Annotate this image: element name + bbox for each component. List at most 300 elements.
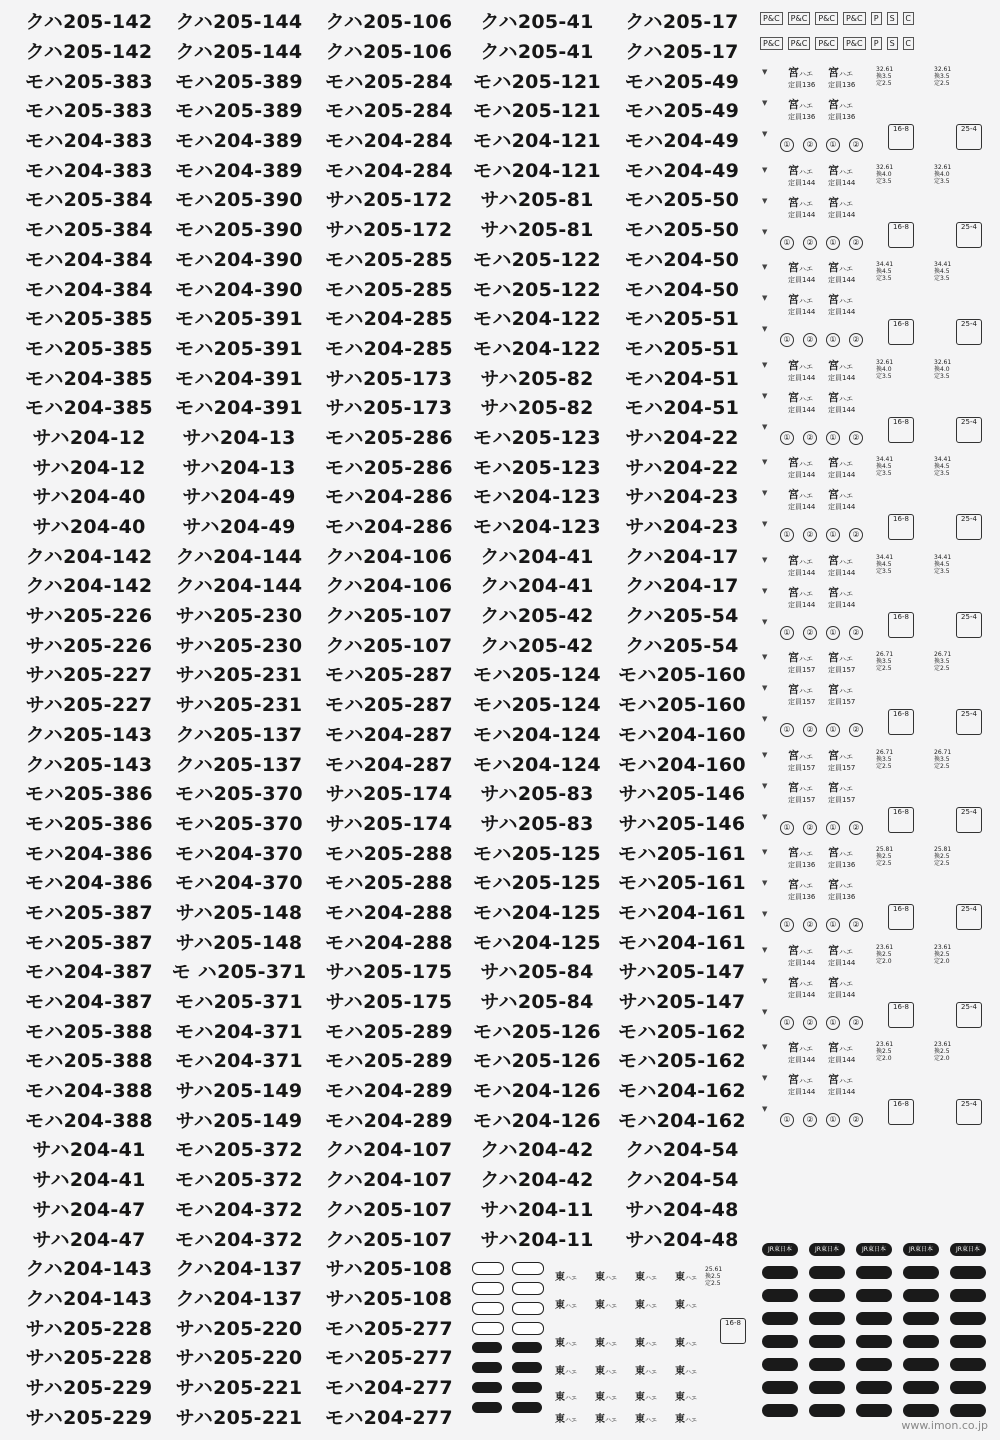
box-16-8: 16-8: [888, 514, 914, 540]
car-number: モハ204-386: [25, 872, 153, 895]
arrow-icon: ▼: [762, 879, 768, 887]
capacity-label: 定員: [788, 795, 802, 804]
depot-mark: [788, 876, 815, 902]
jr-logo-oval: [856, 1381, 892, 1394]
box-25-4: 25-4: [956, 514, 982, 540]
car-number: モハ205-286: [325, 426, 453, 449]
depot-mark: [555, 1388, 577, 1403]
car-number: クハ205-107: [325, 1228, 453, 1251]
car-number: モハ204-123: [473, 486, 601, 509]
depot-mark: [828, 1039, 855, 1065]
spec-block: 25.81 換2.5 定2.5: [876, 846, 894, 867]
depot-oval: [472, 1382, 502, 1393]
box-16-8: 16-8: [720, 1318, 746, 1344]
capacity-label: 定員: [788, 113, 802, 121]
pc-mark: C: [903, 12, 914, 25]
capacity-number: 136: [802, 861, 816, 869]
jr-logo-oval: [950, 1358, 986, 1371]
depot-mark: [555, 1410, 577, 1425]
arrow-icon: ▼: [762, 684, 768, 692]
capacity-label: 定員: [828, 210, 842, 219]
car-number: サハ205-81: [480, 219, 594, 242]
car-number: モハ205-123: [473, 456, 601, 479]
car-number: モハ205-50: [624, 219, 740, 242]
depot-oval: [512, 1322, 544, 1335]
box-16-8: 16-8: [888, 904, 914, 930]
jr-logo-oval: [809, 1358, 845, 1371]
capacity-number: 144: [842, 471, 856, 479]
spec-block: 26.71 換3.5 定2.5: [876, 651, 894, 672]
capacity-label: 定員: [828, 178, 842, 187]
car-number: モハ205-126: [473, 1050, 601, 1073]
spec-block: 32.61 換3.5 定2.5: [876, 66, 894, 87]
depot-kanji: 宮: [828, 748, 839, 762]
depot-sub: ハエ: [799, 70, 813, 78]
pantograph-circle: ②: [849, 528, 863, 542]
arrow-icon: ▼: [762, 165, 768, 174]
car-number: モハ205-285: [325, 278, 453, 301]
car-number: クハ204-106: [325, 545, 453, 568]
capacity-number: 144: [802, 1088, 816, 1096]
depot-sub: ハエ: [645, 1417, 658, 1424]
car-number: クハ204-41: [480, 545, 594, 568]
pantograph-circle: ②: [803, 138, 817, 152]
depot-kanji: 宮: [788, 98, 799, 111]
capacity-number: 144: [802, 600, 816, 609]
car-number: サハ205-148: [175, 901, 303, 924]
car-number: クハ205-107: [325, 634, 453, 657]
depot-sub: ハエ: [565, 1417, 578, 1424]
pantograph-circle: ①: [780, 138, 794, 152]
car-number: モハ204-124: [473, 753, 601, 776]
car-number: モハ204-124: [473, 723, 601, 746]
pantograph-circle: ②: [803, 1016, 817, 1030]
car-number: クハ205-54: [625, 605, 739, 628]
depot-sub: ハエ: [605, 1303, 618, 1310]
car-number: サハ204-23: [625, 486, 739, 509]
depot-mark: [828, 942, 855, 968]
plate-block: [758, 552, 994, 649]
car-number: モハ204-387: [25, 961, 153, 984]
car-number: モハ205-371: [175, 991, 303, 1014]
depot-mark: [828, 454, 855, 480]
depot-mark: [788, 974, 815, 1000]
car-number: クハ204-17: [625, 575, 739, 598]
depot-kanji: 東: [555, 1338, 565, 1349]
pc-mark: C: [903, 37, 914, 50]
car-number: モハ204-287: [325, 723, 453, 746]
depot-kanji: 東: [555, 1392, 565, 1403]
depot-kanji: 宮: [788, 261, 799, 274]
car-number: クハ205-41: [480, 41, 594, 64]
car-number: サハ205-108: [325, 1287, 453, 1310]
car-number: サハ205-146: [618, 783, 746, 806]
car-number: モハ205-386: [25, 783, 153, 806]
pc-mark: P&C: [760, 37, 783, 50]
car-number: モハ204-389: [175, 159, 303, 182]
car-number: モハ204-126: [473, 1080, 601, 1103]
capacity-label: 定員: [828, 958, 842, 967]
car-number: モハ205-160: [618, 664, 746, 687]
depot-kanji: 宮: [828, 943, 839, 957]
depot-sub: ハエ: [799, 655, 813, 663]
car-number: サハ205-173: [325, 397, 453, 420]
car-number: クハ205-137: [175, 753, 303, 776]
car-number: サハ205-82: [480, 367, 594, 390]
pantograph-circle: ②: [803, 236, 817, 250]
depot-mark: [788, 584, 815, 610]
car-number: サハ205-146: [618, 812, 746, 835]
car-number: サハ205-83: [480, 783, 594, 806]
car-number: サハ205-82: [480, 397, 594, 420]
car-number: モハ204-385: [25, 367, 153, 390]
depot-sub: ハエ: [605, 1369, 618, 1376]
capacity-label: 定員: [788, 990, 802, 999]
car-number: モハ204-386: [25, 842, 153, 865]
depot-mark: [828, 259, 855, 285]
car-number: モハ204-372: [175, 1228, 303, 1251]
jr-logo-oval: JR東日本: [903, 1243, 939, 1256]
depot-mark: [595, 1334, 617, 1349]
car-number: クハ205-41: [480, 11, 594, 34]
car-number: サハ204-47: [32, 1198, 146, 1221]
box-25-4: 25-4: [956, 417, 982, 443]
capacity-number: 144: [802, 210, 816, 219]
depot-sub: ハエ: [685, 1369, 698, 1376]
depot-sub: ハエ: [799, 752, 813, 761]
pantograph-circle: ②: [849, 821, 863, 835]
pantograph-circle: ②: [849, 236, 863, 250]
car-number: モハ204-370: [175, 872, 303, 895]
pantograph-circle: ①: [826, 1016, 840, 1030]
car-number: モハ205-49: [624, 70, 740, 93]
depot-kanji: 宮: [788, 846, 799, 859]
depot-sub: ハエ: [839, 752, 853, 761]
arrow-icon: ▼: [762, 848, 768, 856]
depot-mark: [788, 552, 815, 578]
capacity-number: 144: [802, 276, 816, 284]
spec-block: 23.61 換2.5 定2.0: [934, 943, 952, 965]
depot-mark: [675, 1296, 697, 1311]
car-number: サハ205-227: [25, 694, 153, 717]
car-number: モハ204-125: [473, 901, 601, 924]
arrow-icon: ▼: [762, 1105, 768, 1113]
car-number: サハ205-173: [325, 367, 453, 390]
car-number-grid: [14, 6, 754, 1431]
arrow-icon: ▼: [762, 1043, 768, 1051]
car-number: モハ204-125: [473, 931, 601, 954]
car-number: モハ204-122: [473, 337, 601, 360]
capacity-number: 144: [842, 276, 856, 284]
arrow-icon: ▼: [762, 325, 768, 333]
car-number: クハ204-142: [25, 545, 153, 568]
depot-mark: [828, 876, 855, 902]
box-16-8: 16-8: [888, 222, 914, 248]
depot-sub: ハエ: [839, 70, 853, 78]
car-number: サハ204-22: [625, 426, 739, 449]
depot-kanji: 東: [555, 1272, 565, 1283]
pc-mark: P&C: [815, 37, 838, 50]
depot-kanji: 東: [675, 1366, 685, 1377]
depot-mark: [828, 1071, 855, 1097]
pantograph-circle: ②: [849, 138, 863, 152]
spec-block: 32.61 換4.0 定3.5: [934, 358, 952, 380]
box-16-8: 16-8: [888, 1002, 914, 1028]
car-number: モハ205-383: [25, 100, 153, 123]
pantograph-circle: ①: [826, 1113, 840, 1127]
capacity-number: 144: [802, 503, 816, 511]
depot-mark: [788, 291, 815, 317]
car-number: モハ205-385: [25, 308, 153, 331]
car-number: モハ205-372: [175, 1139, 303, 1162]
depot-mark: [828, 584, 855, 610]
car-number: サハ205-228: [25, 1317, 153, 1340]
capacity-number: 144: [842, 210, 856, 219]
arrow-icon: ▼: [762, 99, 768, 107]
depot-kanji: 宮: [788, 456, 799, 469]
jr-logo-oval: [950, 1335, 986, 1348]
depot-sub: ハエ: [839, 589, 853, 598]
depot-kanji: 宮: [828, 1073, 839, 1086]
jr-logo-oval: [762, 1381, 798, 1394]
jr-logo-oval: [950, 1381, 986, 1394]
jr-logo-oval: [762, 1358, 798, 1371]
car-number: サハ205-149: [175, 1080, 303, 1103]
depot-sub: ハエ: [839, 167, 853, 176]
car-number: サハ205-147: [618, 991, 746, 1014]
capacity-label: 定員: [828, 1056, 842, 1064]
arrow-icon: ▼: [762, 586, 768, 595]
box-16-8: 16-8: [888, 417, 914, 443]
arrow-icon: ▼: [762, 617, 768, 626]
car-number: モハ205-387: [25, 901, 153, 924]
depot-mark: [828, 974, 855, 1000]
car-number: サハ204-40: [32, 486, 146, 509]
depot-kanji: 宮: [788, 163, 799, 177]
depot-kanji: 宮: [828, 66, 839, 79]
car-number: モハ204-388: [25, 1080, 153, 1103]
car-number: モハ205-383: [25, 70, 153, 93]
car-number: サハ205-221: [175, 1376, 303, 1399]
depot-mark: [828, 291, 855, 317]
pantograph-circle: ②: [803, 431, 817, 445]
depot-sub: ハエ: [839, 850, 853, 858]
car-number: モハ205-162: [618, 1050, 746, 1073]
capacity-number: 144: [842, 1056, 856, 1064]
car-number: モハ205-289: [325, 1050, 453, 1073]
arrow-icon: ▼: [762, 653, 768, 661]
car-number: クハ205-144: [175, 11, 303, 34]
capacity-label: 定員: [788, 308, 802, 316]
car-number: クハ204-137: [175, 1287, 303, 1310]
pc-mark: P&C: [788, 12, 811, 25]
car-number: モハ204-384: [25, 248, 153, 271]
depot-sub: ハエ: [799, 167, 813, 176]
capacity-label: 定員: [788, 210, 802, 219]
car-number: サハ205-83: [480, 812, 594, 835]
depot-oval: [512, 1382, 542, 1393]
capacity-label: 定員: [828, 373, 842, 382]
capacity-number: 144: [842, 958, 856, 967]
car-number: クハ204-143: [25, 1258, 153, 1281]
depot-sub: ハエ: [799, 199, 813, 208]
capacity-label: 定員: [788, 1088, 802, 1096]
depot-kanji: 宮: [788, 683, 799, 696]
depot-sub: ハエ: [605, 1395, 618, 1402]
car-number: モハ205-370: [175, 783, 303, 806]
arrow-icon: ▼: [762, 976, 768, 985]
depot-sub: ハエ: [645, 1341, 658, 1348]
car-number: サハ205-172: [325, 219, 453, 242]
car-number: モハ205-391: [175, 308, 303, 331]
arrow-icon: ▼: [762, 750, 768, 759]
depot-kanji: 東: [595, 1272, 605, 1283]
arrow-icon: ▼: [762, 1007, 768, 1016]
depot-mark: [635, 1296, 657, 1311]
car-number: サハ205-220: [175, 1347, 303, 1370]
car-number: クハ205-107: [325, 1198, 453, 1221]
depot-sub: ハエ: [605, 1341, 618, 1348]
depot-kanji: 宮: [828, 683, 839, 696]
car-number: モハ204-388: [25, 1109, 153, 1132]
capacity-label: 定員: [788, 373, 802, 382]
depot-oval: [472, 1302, 504, 1315]
car-number: モハ205-121: [473, 70, 601, 93]
car-number: サハ205-221: [175, 1406, 303, 1429]
depot-sub: ハエ: [839, 199, 853, 208]
depot-mark: [788, 681, 815, 707]
plate-block: [758, 1039, 994, 1136]
capacity-label: 定員: [788, 698, 802, 706]
car-number: モハ204-122: [473, 308, 601, 331]
depot-sub: ハエ: [645, 1369, 658, 1376]
capacity-label: 定員: [828, 1088, 842, 1096]
jr-logo-oval: [903, 1289, 939, 1302]
car-number: クハ204-107: [325, 1139, 453, 1162]
pantograph-circle: ①: [826, 723, 840, 737]
jr-logo-oval: [903, 1312, 939, 1325]
capacity-label: 定員: [788, 600, 802, 609]
jr-logo-oval: [809, 1404, 845, 1417]
jr-logo-oval: [762, 1266, 798, 1279]
depot-mark: [635, 1362, 657, 1377]
box-25-4: 25-4: [956, 319, 982, 345]
depot-mark: [675, 1334, 697, 1349]
box-25-4: 25-4: [956, 807, 982, 833]
depot-sub: ハエ: [799, 557, 813, 566]
depot-mark: [788, 779, 815, 805]
depot-kanji: 東: [555, 1300, 565, 1311]
pc-mark: S: [887, 12, 898, 25]
capacity-number: 157: [842, 795, 856, 804]
capacity-label: 定員: [788, 178, 802, 187]
car-number: サハ204-41: [32, 1169, 146, 1192]
depot-kanji: 宮: [828, 488, 839, 501]
spec-block: 34.41 換4.5 定3.5: [876, 553, 894, 575]
depot-kanji: 宮: [828, 585, 839, 599]
jr-logo-oval: JR東日本: [809, 1243, 845, 1256]
depot-mark: [828, 779, 855, 805]
pantograph-circle: ②: [803, 528, 817, 542]
car-number: クハ205-107: [325, 605, 453, 628]
capacity-label: 定員: [828, 568, 842, 577]
pantograph-circle: ①: [826, 821, 840, 835]
capacity-number: 136: [842, 861, 856, 869]
depot-sub: ハエ: [799, 102, 813, 110]
depot-mark: [828, 681, 855, 707]
watermark: www.imon.co.jp: [901, 1419, 988, 1432]
jr-logo-oval: [762, 1289, 798, 1302]
depot-kanji: 東: [595, 1366, 605, 1377]
car-number: クハ204-107: [325, 1169, 453, 1192]
depot-sub: ハエ: [799, 394, 813, 403]
spec-block: 25.81 換2.5 定2.5: [934, 846, 952, 867]
jr-logo-oval: [950, 1266, 986, 1279]
car-number: モハ204-372: [175, 1198, 303, 1221]
arrow-icon: ▼: [762, 781, 768, 790]
car-number: モハ204-391: [175, 367, 303, 390]
spec-block: 32.61 換4.0 定3.5: [934, 163, 952, 185]
arrow-icon: ▼: [762, 1074, 768, 1082]
capacity-number: 157: [802, 795, 816, 804]
spec-block: 34.41 換4.5 定3.5: [934, 456, 952, 477]
depot-sub: ハエ: [799, 979, 813, 988]
pantograph-circle: ②: [803, 333, 817, 347]
car-number: モハ205-372: [175, 1169, 303, 1192]
jr-logo-oval: [903, 1266, 939, 1279]
capacity-number: 144: [842, 373, 856, 382]
jr-logo-oval: [856, 1312, 892, 1325]
depot-mark: [828, 747, 855, 773]
arrow-icon: ▼: [762, 458, 768, 466]
car-number: モハ205-126: [473, 1020, 601, 1043]
depot-mark: [788, 942, 815, 968]
depot-sub: ハエ: [839, 1077, 853, 1085]
capacity-label: 定員: [788, 1056, 802, 1064]
car-number: サハ205-172: [325, 189, 453, 212]
car-number: クハ205-17: [625, 41, 739, 64]
depot-mark: [555, 1362, 577, 1377]
car-number: モハ204-390: [175, 248, 303, 271]
pantograph-circle: ①: [826, 626, 840, 640]
arrow-icon: ▼: [762, 812, 768, 821]
pc-mark: P&C: [815, 12, 838, 25]
plate-block: [758, 747, 994, 844]
jr-logo-oval: [903, 1381, 939, 1394]
depot-sub: ハエ: [565, 1369, 578, 1376]
depot-kanji: 宮: [788, 878, 799, 891]
depot-kanji: 宮: [788, 1041, 799, 1054]
car-number: モハ204-391: [175, 397, 303, 420]
pantograph-circle: ②: [803, 821, 817, 835]
car-number: モハ205-121: [473, 100, 601, 123]
depot-sub: ハエ: [799, 492, 813, 500]
pantograph-circle: ②: [803, 1113, 817, 1127]
depot-sub: ハエ: [645, 1275, 658, 1282]
depot-kanji: 宮: [828, 98, 839, 111]
car-number: サハ205-84: [480, 991, 594, 1014]
car-number: サハ205-174: [325, 783, 453, 806]
car-number: モハ204-371: [175, 1020, 303, 1043]
capacity-number: 144: [802, 471, 816, 479]
depot-mark: [788, 96, 815, 122]
capacity-number: 157: [802, 763, 816, 772]
arrow-icon: ▼: [762, 227, 768, 236]
capacity-number: 144: [842, 503, 856, 511]
depot-mark: [788, 162, 815, 188]
arrow-icon: ▼: [762, 520, 768, 528]
car-number: クハ205-54: [625, 634, 739, 657]
